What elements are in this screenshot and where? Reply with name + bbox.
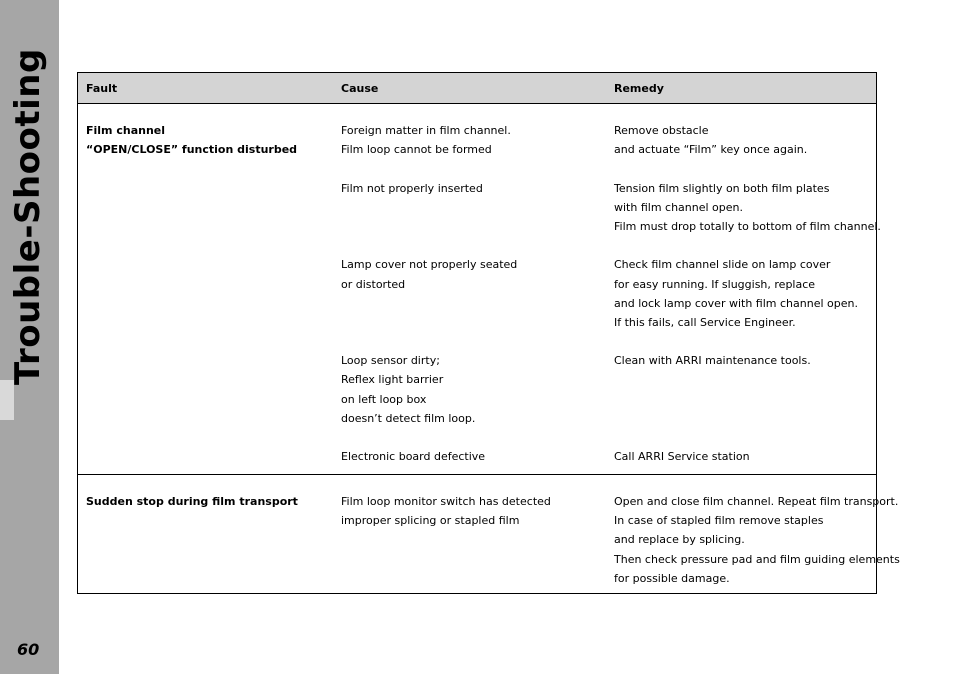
remedy-line: Remove obstacle xyxy=(614,124,709,137)
remedy-line: Film must drop totally to bottom of film channel. xyxy=(614,219,881,233)
cause-line xyxy=(341,294,517,313)
remedy-line: and actuate “Film” key once again. xyxy=(614,143,808,157)
remedy-line: for easy running. If sluggish, replace xyxy=(614,277,816,291)
cause-line: Film loop cannot be formed xyxy=(341,143,492,157)
fault-line: Sudden stop during film transport xyxy=(86,495,298,508)
remedy-line xyxy=(614,236,881,255)
remedy-line: with film channel open. xyxy=(614,200,744,214)
remedy-line xyxy=(614,390,881,409)
remedy-line: Call ARRI Service station xyxy=(614,450,750,464)
fault-cell xyxy=(86,121,297,159)
cause-line xyxy=(341,159,517,178)
cause-cell xyxy=(341,121,517,466)
cause-line xyxy=(341,313,517,332)
header-cause: Cause xyxy=(341,82,379,95)
cause-line: Film loop monitor switch has detected xyxy=(341,495,551,508)
cause-line xyxy=(341,428,517,447)
section-title: Trouble-Shooting xyxy=(8,48,48,385)
cause-line: Film not properly inserted xyxy=(341,181,483,195)
header-remedy: Remedy xyxy=(614,82,664,95)
remedy-line: Then check pressure pad and film guiding elements xyxy=(614,552,900,566)
remedy-cell xyxy=(614,492,900,588)
cause-line: Lamp cover not properly seated xyxy=(341,258,518,272)
sidebar-tab-marker xyxy=(0,380,14,420)
remedy-line: Open and close film channel. Repeat film transport. xyxy=(614,495,899,508)
remedy-line xyxy=(614,409,881,428)
remedy-line xyxy=(614,370,881,389)
cause-line: doesn’t detect film loop. xyxy=(341,411,476,425)
fault-line: Film channel xyxy=(86,124,166,137)
remedy-line xyxy=(614,332,881,351)
cause-line: or distorted xyxy=(341,277,406,291)
remedy-line: Tension film slightly on both film plates xyxy=(614,181,830,195)
cause-line xyxy=(341,332,517,351)
cause-line xyxy=(341,236,517,255)
remedy-line: Clean with ARRI maintenance tools. xyxy=(614,354,811,368)
cause-line: Electronic board defective xyxy=(341,450,486,464)
header-fault: Fault xyxy=(86,82,118,95)
table-row-film-channel xyxy=(78,104,881,475)
table-row-sudden-stop xyxy=(78,475,900,593)
remedy-line xyxy=(614,159,881,178)
cause-line: Reflex light barrier xyxy=(341,373,444,387)
cause-cell xyxy=(341,492,551,530)
troubleshooting-table xyxy=(77,72,900,594)
remedy-line: and lock lamp cover with film channel open. xyxy=(614,296,858,310)
remedy-line xyxy=(614,428,881,447)
cause-line: Loop sensor dirty; xyxy=(341,354,440,368)
cause-line xyxy=(341,217,517,236)
cause-line xyxy=(341,198,517,217)
cause-line: on left loop box xyxy=(341,392,427,406)
remedy-cell xyxy=(614,121,881,466)
remedy-line: Check film channel slide on lamp cover xyxy=(614,258,831,272)
table-header xyxy=(78,73,876,104)
remedy-line: and replace by splicing. xyxy=(614,533,745,547)
fault-cell xyxy=(86,492,298,511)
remedy-line: for possible damage. xyxy=(614,571,730,585)
cause-line: improper splicing or stapled film xyxy=(341,514,520,528)
cause-line: Foreign matter in film channel. xyxy=(341,124,511,137)
fault-line: “OPEN/CLOSE” function disturbed xyxy=(86,143,298,157)
remedy-line: If this fails, call Service Engineer. xyxy=(614,315,796,329)
page-number: 60 xyxy=(17,640,40,659)
remedy-line: In case of stapled film remove staples xyxy=(614,514,824,528)
